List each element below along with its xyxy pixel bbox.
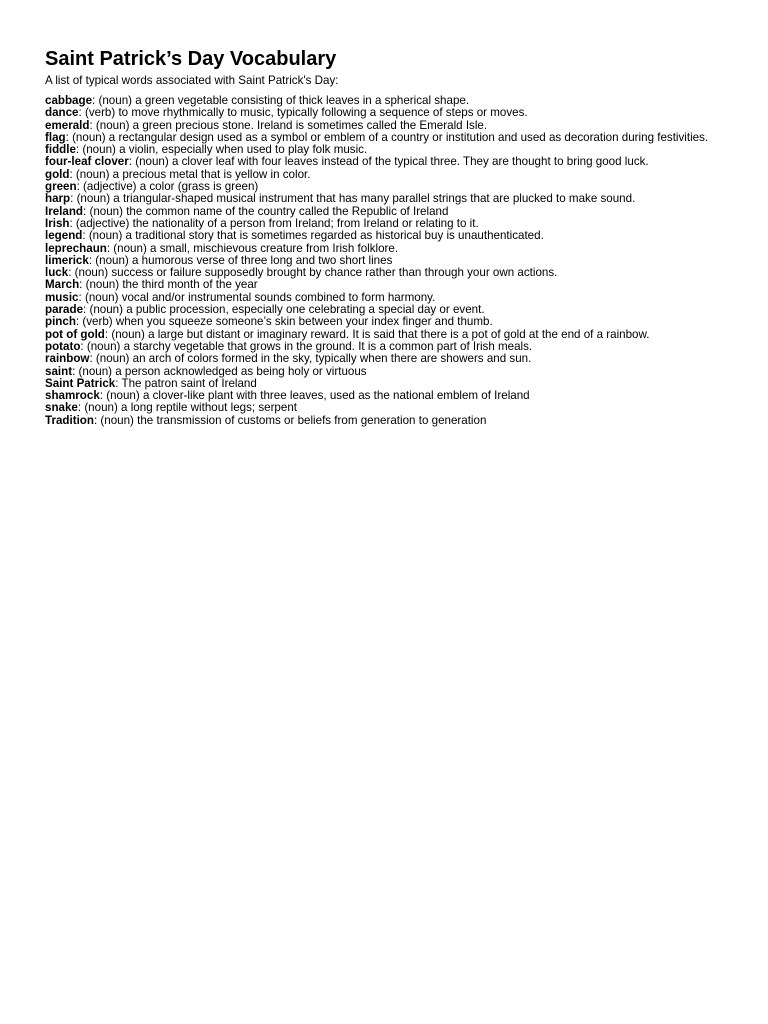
vocabulary-definition: : (noun) a triangular-shaped musical instrument that has many parallel strings that are plucked to make sound. (70, 192, 636, 206)
vocabulary-definition: : (noun) success or failure supposedly brought by chance rather than through your own actions. (68, 266, 558, 280)
document-page (45, 47, 725, 427)
vocabulary-term: luck (45, 266, 69, 280)
vocabulary-term: fiddle (45, 143, 76, 157)
vocabulary-entry (45, 415, 725, 427)
vocabulary-term: Saint Patrick (45, 376, 116, 390)
vocabulary-term: March (45, 278, 80, 292)
vocabulary-definition: : (verb) when you squeeze someone’s skin between your index finger and thumb. (75, 315, 493, 329)
vocabulary-definition: : (adjective) a color (grass is green) (76, 180, 259, 194)
vocabulary-term: pot of gold (45, 327, 105, 341)
vocabulary-definition: : (noun) the common name of the country called the Republic of Ireland (83, 204, 449, 218)
vocabulary-term: parade (45, 303, 84, 317)
vocabulary-definition: : The patron saint of Ireland (115, 376, 257, 390)
vocabulary-list (45, 95, 725, 427)
vocabulary-definition: : (verb) to move rhythmically to music, typically following a sequence of steps or moves. (78, 106, 528, 120)
vocabulary-term: saint (45, 364, 73, 378)
vocabulary-definition: : (noun) a traditional story that is sometimes regarded as historical buy is unauthenticated. (82, 229, 544, 243)
vocabulary-definition: : (noun) a humorous verse of three long and two short lines (88, 253, 393, 267)
vocabulary-definition: : (noun) the transmission of customs or beliefs from generation to generation (93, 413, 487, 427)
vocabulary-term: Ireland (45, 204, 84, 218)
vocabulary-term: four-leaf clover (45, 155, 129, 169)
vocabulary-term: limerick (45, 253, 89, 267)
vocabulary-term: Tradition (45, 413, 94, 427)
vocabulary-definition: : (noun) a clover leaf with four leaves instead of the typical three. They are thought to bring good luck. (128, 155, 649, 169)
vocabulary-definition: : (noun) a clover-like plant with three leaves, used as the national emblem of Ireland (99, 389, 530, 403)
vocabulary-definition: : (noun) a violin, especially when used to play folk music. (75, 143, 368, 157)
vocabulary-definition: : (noun) a green vegetable consisting of thick leaves in a spherical shape. (92, 94, 470, 107)
vocabulary-definition: : (noun) a rectangular design used as a symbol or emblem of a country or institution and used as decoration during festivities. (65, 130, 709, 144)
vocabulary-definition: : (noun) a long reptile without legs; serpent (77, 401, 297, 415)
vocabulary-definition: : (noun) a person acknowledged as being holy or virtuous (72, 364, 367, 378)
vocabulary-term: leprechaun (45, 241, 107, 255)
vocabulary-term: dance (45, 106, 79, 120)
vocabulary-definition: : (noun) the third month of the year (79, 278, 258, 292)
vocabulary-term: cabbage (45, 94, 93, 107)
vocabulary-definition: : (adjective) the nationality of a person from Ireland; from Ireland or relating to it. (69, 216, 479, 230)
vocabulary-term: snake (45, 401, 78, 415)
vocabulary-term: Irish (45, 216, 70, 230)
vocabulary-term: harp (45, 192, 71, 206)
vocabulary-term: shamrock (45, 389, 100, 403)
vocabulary-term: emerald (45, 118, 90, 132)
vocabulary-term: rainbow (45, 352, 90, 366)
vocabulary-term: flag (45, 130, 66, 144)
vocabulary-term: legend (45, 229, 83, 243)
vocabulary-term: green (45, 180, 77, 194)
document-intro: A list of typical words associated with Saint Patrick's Day: (45, 74, 339, 87)
vocabulary-definition: : (noun) vocal and/or instrumental sounds combined to form harmony. (78, 290, 436, 304)
vocabulary-definition: : (noun) a large but distant or imaginary reward. It is said that there is a pot of gold at the end of a rainbow. (104, 327, 650, 341)
vocabulary-term: gold (45, 167, 70, 181)
vocabulary-definition: : (noun) a green precious stone. Ireland is sometimes called the Emerald Isle. (89, 118, 488, 132)
vocabulary-term: music (45, 290, 79, 304)
vocabulary-definition: : (noun) a precious metal that is yellow in color. (69, 167, 311, 181)
document-title: Saint Patrick’s Day Vocabulary (45, 48, 337, 70)
vocabulary-definition: : (noun) a public procession, especially one celebrating a special day or event. (83, 303, 485, 317)
vocabulary-definition: : (noun) a starchy vegetable that grows in the ground. It is a common part of Irish meals. (80, 339, 533, 353)
vocabulary-term: pinch (45, 315, 76, 329)
vocabulary-definition: : (noun) an arch of colors formed in the sky, typically when there are showers and sun. (89, 352, 532, 366)
vocabulary-definition: : (noun) a small, mischievous creature from Irish folklore. (106, 241, 399, 255)
vocabulary-term: potato (45, 339, 81, 353)
